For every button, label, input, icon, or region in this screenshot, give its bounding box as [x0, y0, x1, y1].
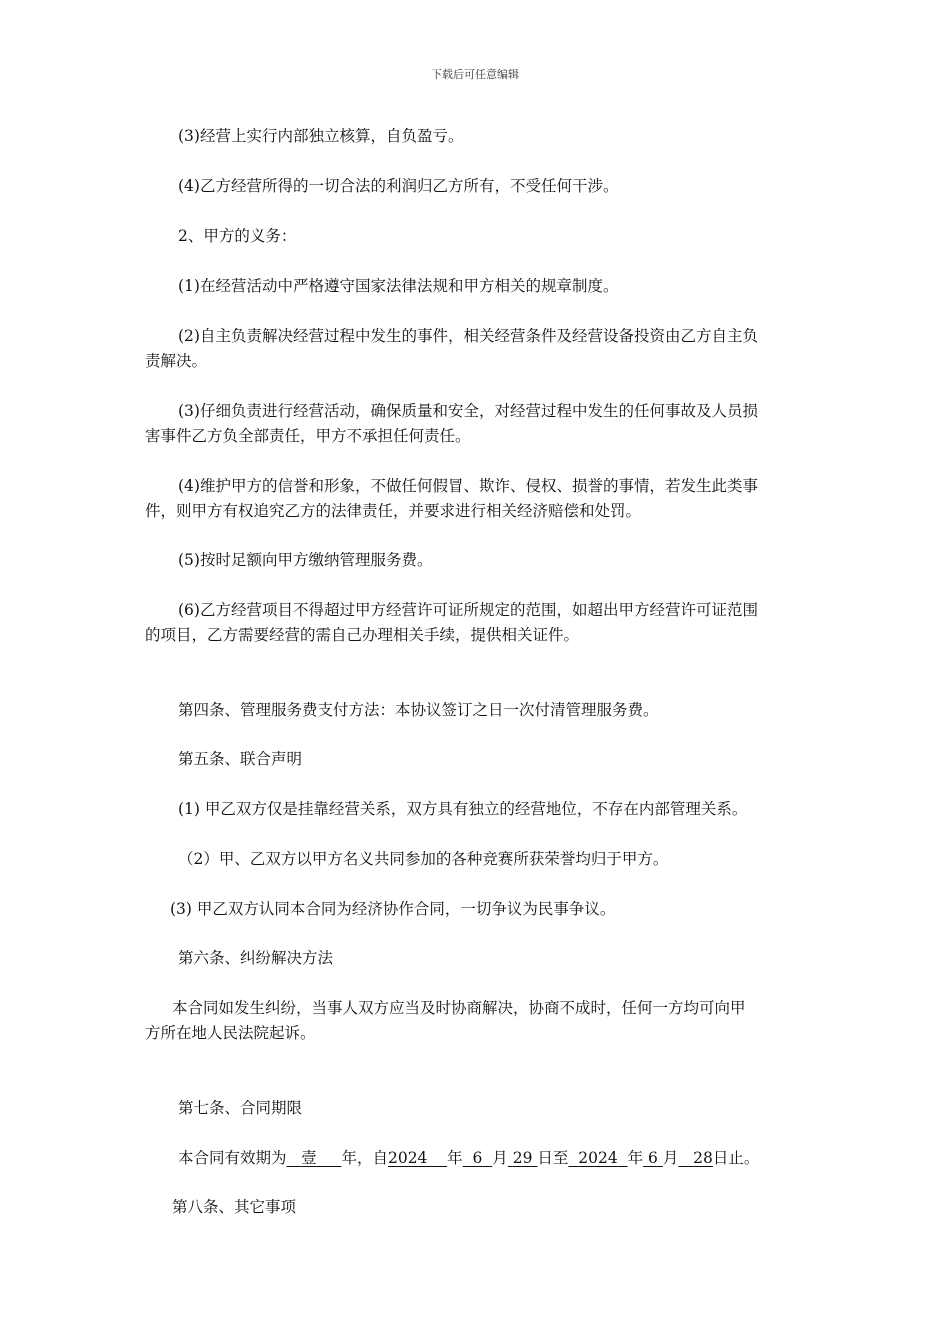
term-years-blank — [287, 1149, 342, 1167]
obligation-5-pay-fees: (5)按时足额向甲方缴纳管理服务费。 — [178, 551, 433, 569]
start-year-blank — [388, 1149, 447, 1167]
dispute-resolution-line1: 本合同如发生纠纷，当事人双方应当及时协商解决，协商不成时，任何一方均可向甲 — [172, 999, 746, 1017]
obligation-4-line1: (4)维护甲方的信誉和形象，不做任何假冒、欺诈、侵权、损誉的事情，若发生此类事 — [178, 477, 758, 495]
article-7-heading: 第七条、合同期限 — [178, 1099, 303, 1117]
term-prefix: 本合同有效期为 — [178, 1149, 287, 1167]
page-header: 下载后可任意编辑 — [431, 68, 519, 81]
statement-1-affiliation: (1) 甲乙双方仅是挂靠经营关系，双方具有独立的经营地位，不存在内部管理关系。 — [178, 800, 748, 818]
term-years: 壹 — [301, 1149, 317, 1167]
start-month-unit: 月 — [492, 1149, 508, 1167]
start-year-unit: 年 — [447, 1149, 463, 1167]
obligation-2-line1: (2)自主负责解决经营过程中发生的事件，相关经营条件及经营设备投资由乙方自主负 — [178, 327, 758, 345]
obligation-3-line1: (3)仔细负责进行经营活动，确保质量和安全，对经营过程中发生的任何事故及人员损 — [178, 402, 758, 420]
end-month: 6 — [648, 1149, 658, 1167]
start-year: 2024 — [387, 1149, 428, 1167]
party-a-obligations-heading: 2、甲方的义务： — [178, 227, 297, 245]
obligation-6-line2: 的项目，乙方需要经营的需自己办理相关手续，提供相关证件。 — [145, 626, 580, 644]
statement-2-honors: （2）甲、乙双方以甲方名义共同参加的各种竞赛所获荣誉均归于甲方。 — [178, 850, 669, 868]
obligation-6-line1: (6)乙方经营项目不得超过甲方经营许可证所规定的范围，如超出甲方经营许可证范围 — [178, 601, 758, 619]
obligation-3-line2: 害事件乙方负全部责任，甲方不承担任何责任。 — [145, 427, 471, 445]
start-month: 6 — [472, 1149, 483, 1167]
end-day-unit: 日止。 — [712, 1149, 760, 1167]
contract-term-sentence — [178, 1146, 759, 1171]
end-year-blank — [568, 1149, 627, 1167]
end-year-unit: 年 — [627, 1149, 644, 1167]
end-month-blank — [643, 1149, 663, 1167]
article-8-heading: 第八条、其它事项 — [172, 1198, 297, 1216]
clause-3-independent-accounting: (3)经营上实行内部独立核算，自负盈亏。 — [178, 127, 464, 145]
start-month-blank — [463, 1149, 493, 1167]
end-month-unit: 月 — [662, 1149, 679, 1167]
obligation-4-line2: 件，则甲方有权追究乙方的法律责任，并要求进行相关经济赔偿和处罚。 — [145, 502, 642, 520]
end-day-blank — [678, 1149, 713, 1167]
clause-4-profit-ownership: (4)乙方经营所得的一切合法的利润归乙方所有，不受任何干涉。 — [178, 177, 619, 195]
statement-3-civil-dispute: (3) 甲乙双方认同本合同为经济协作合同，一切争议为民事争议。 — [170, 900, 616, 918]
start-day: 29 — [512, 1149, 533, 1167]
obligation-1-comply-laws: (1)在经营活动中严格遵守国家法律法规和甲方相关的规章制度。 — [178, 277, 619, 295]
start-day-blank — [508, 1149, 538, 1167]
article-6-heading: 第六条、纠纷解决方法 — [178, 949, 334, 967]
start-day-unit: 日至 — [537, 1149, 569, 1167]
end-year: 2024 — [578, 1149, 618, 1167]
obligation-2-line2: 责解决。 — [145, 352, 208, 370]
article-4-payment-method: 第四条、管理服务费支付方法：本协议签订之日一次付清管理服务费。 — [178, 701, 659, 719]
end-day: 28 — [693, 1149, 713, 1167]
term-year-word: 年，自 — [341, 1149, 388, 1167]
dispute-resolution-line2: 方所在地人民法院起诉。 — [145, 1024, 316, 1042]
article-5-heading: 第五条、联合声明 — [178, 750, 303, 768]
